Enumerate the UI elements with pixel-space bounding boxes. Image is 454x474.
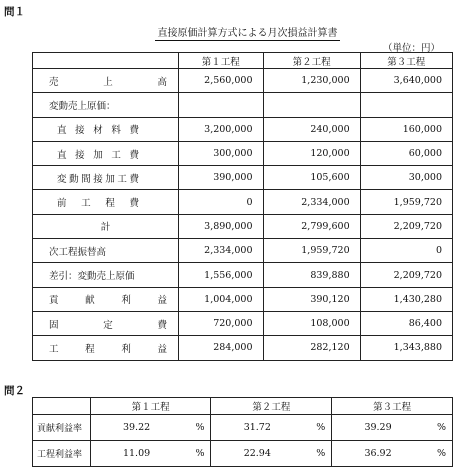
income-statement-table bbox=[32, 52, 453, 361]
process-1-value: 3,890,000 bbox=[179, 214, 263, 238]
row-label-text bbox=[49, 292, 167, 306]
row-label bbox=[33, 263, 179, 287]
process-3-ratio: 39.29 bbox=[332, 415, 404, 441]
row-label-text bbox=[49, 317, 167, 331]
row-label-text bbox=[57, 147, 139, 161]
label-char: 材 bbox=[93, 125, 103, 137]
label-char: 高 bbox=[157, 76, 167, 88]
process-1-value: 2,334,000 bbox=[179, 239, 263, 263]
row-label bbox=[33, 141, 179, 165]
process-3-value bbox=[360, 93, 452, 117]
process-2-value: 2,334,000 bbox=[263, 190, 360, 214]
row-label bbox=[33, 214, 179, 238]
row-label-text bbox=[49, 341, 167, 355]
process-1-value: 2,560,000 bbox=[179, 69, 263, 93]
table-row bbox=[33, 214, 453, 238]
row-label bbox=[33, 190, 179, 214]
header-process-3: 第３工程 bbox=[360, 53, 452, 69]
table-row bbox=[33, 441, 453, 467]
row-label bbox=[33, 287, 179, 311]
process-3-value: 0 bbox=[360, 239, 452, 263]
process-2-value: 105,600 bbox=[263, 166, 360, 190]
table-row bbox=[33, 415, 453, 441]
row-label-text: 計 bbox=[100, 222, 111, 234]
table-row bbox=[33, 141, 453, 165]
row-label bbox=[33, 93, 179, 117]
label-char: 接 bbox=[93, 173, 103, 185]
ratio-label: 貢献利益率 bbox=[33, 415, 91, 441]
process-1-value: 1,004,000 bbox=[179, 287, 263, 311]
process-1-value bbox=[179, 93, 263, 117]
statement-title: 直接原価計算方式による月次損益計算書 bbox=[155, 24, 340, 41]
row-label bbox=[33, 336, 179, 360]
percent-sign: % bbox=[404, 441, 453, 467]
label-char: 利 bbox=[121, 295, 131, 307]
question-1-label: 問１ bbox=[4, 6, 25, 18]
row-label bbox=[33, 69, 179, 93]
table-header-row bbox=[33, 398, 453, 415]
process-1-ratio: 39.22 bbox=[90, 415, 162, 441]
process-2-value: 120,000 bbox=[263, 141, 360, 165]
process-2-value: 240,000 bbox=[263, 117, 360, 141]
process-3-value: 160,000 bbox=[360, 117, 452, 141]
label-char: 固 bbox=[49, 319, 59, 331]
label-char: 上 bbox=[103, 76, 113, 88]
process-1-value: 390,000 bbox=[179, 166, 263, 190]
process-1-value: 0 bbox=[179, 190, 263, 214]
process-3-ratio: 36.92 bbox=[332, 441, 404, 467]
process-1-value: 1,556,000 bbox=[179, 263, 263, 287]
process-2-value: 1,959,720 bbox=[263, 239, 360, 263]
process-2-value: 282,120 bbox=[263, 336, 360, 360]
header-blank bbox=[33, 398, 91, 415]
row-label bbox=[33, 239, 179, 263]
table-row bbox=[33, 263, 453, 287]
header-process-3: 第３工程 bbox=[332, 398, 453, 415]
label-char: 益 bbox=[157, 343, 167, 355]
row-label-text: 変動売上原価： bbox=[49, 100, 116, 112]
process-3-value: 2,209,720 bbox=[360, 214, 452, 238]
label-char: 程 bbox=[85, 343, 95, 355]
process-3-value: 1,343,880 bbox=[360, 336, 452, 360]
process-1-value: 300,000 bbox=[179, 141, 263, 165]
label-char: 費 bbox=[129, 149, 139, 161]
process-1-value: 3,200,000 bbox=[179, 117, 263, 141]
process-3-value: 2,209,720 bbox=[360, 263, 452, 287]
table-row bbox=[33, 336, 453, 360]
header-process-2: 第２工程 bbox=[211, 398, 332, 415]
process-3-value: 1,959,720 bbox=[360, 190, 452, 214]
row-label bbox=[33, 117, 179, 141]
label-char: 前 bbox=[57, 198, 67, 210]
label-char: 工 bbox=[117, 173, 127, 185]
table-row bbox=[33, 239, 453, 263]
label-char: 貢 bbox=[49, 295, 59, 307]
table-row bbox=[33, 311, 453, 335]
percent-sign: % bbox=[162, 441, 211, 467]
row-label bbox=[33, 166, 179, 190]
process-2-value: 2,799,600 bbox=[263, 214, 360, 238]
process-2-value: 1,230,000 bbox=[263, 69, 360, 93]
label-char: 費 bbox=[129, 198, 139, 210]
label-char: 直 bbox=[57, 149, 67, 161]
label-char: 料 bbox=[111, 125, 121, 137]
table-row bbox=[33, 117, 453, 141]
profit-ratio-table bbox=[32, 397, 453, 467]
percent-sign: % bbox=[162, 415, 211, 441]
table-row bbox=[33, 166, 453, 190]
label-char: 売 bbox=[49, 76, 59, 88]
label-char: 動 bbox=[69, 173, 79, 185]
process-2-value: 839,880 bbox=[263, 263, 360, 287]
table-row bbox=[33, 93, 453, 117]
process-3-value: 86,400 bbox=[360, 311, 452, 335]
percent-sign: % bbox=[404, 415, 453, 441]
table-row bbox=[33, 190, 453, 214]
process-2-ratio: 22.94 bbox=[211, 441, 283, 467]
unit-note: （単位：円） bbox=[382, 43, 440, 54]
label-char: 接 bbox=[75, 149, 85, 161]
label-char: 工 bbox=[81, 198, 91, 210]
process-3-value: 1,430,280 bbox=[360, 287, 452, 311]
row-label bbox=[33, 311, 179, 335]
header-process-2: 第２工程 bbox=[263, 53, 360, 69]
table-header-row bbox=[33, 53, 453, 69]
label-char: 費 bbox=[129, 125, 139, 137]
label-char: 利 bbox=[121, 343, 131, 355]
row-label-text bbox=[57, 171, 139, 185]
label-char: 工 bbox=[49, 343, 59, 355]
percent-sign: % bbox=[283, 415, 332, 441]
label-char: 献 bbox=[85, 295, 95, 307]
label-char: 工 bbox=[111, 149, 121, 161]
process-2-value: 390,120 bbox=[263, 287, 360, 311]
label-char: 接 bbox=[75, 125, 85, 137]
process-1-value: 720,000 bbox=[179, 311, 263, 335]
label-char: 直 bbox=[57, 125, 67, 137]
process-2-value: 108,000 bbox=[263, 311, 360, 335]
process-3-value: 60,000 bbox=[360, 141, 452, 165]
row-label-text bbox=[57, 195, 139, 209]
ratio-label: 工程利益率 bbox=[33, 441, 91, 467]
process-2-value bbox=[263, 93, 360, 117]
row-label-text: 差引：変動売上原価 bbox=[49, 271, 135, 283]
label-char: 程 bbox=[105, 198, 115, 210]
process-2-ratio: 31.72 bbox=[211, 415, 283, 441]
label-char: 変 bbox=[57, 173, 67, 185]
row-label-text: 次工程振替高 bbox=[49, 246, 107, 258]
label-char: 益 bbox=[157, 295, 167, 307]
label-char: 費 bbox=[157, 319, 167, 331]
percent-sign: % bbox=[283, 441, 332, 467]
process-3-value: 30,000 bbox=[360, 166, 452, 190]
label-char: 費 bbox=[129, 173, 139, 185]
question-2-label: 問２ bbox=[4, 385, 25, 397]
header-process-1: 第１工程 bbox=[90, 398, 211, 415]
process-1-value: 284,000 bbox=[179, 336, 263, 360]
label-char: 間 bbox=[81, 173, 91, 185]
process-1-ratio: 11.09 bbox=[90, 441, 162, 467]
header-blank bbox=[33, 53, 179, 69]
process-3-value: 3,640,000 bbox=[360, 69, 452, 93]
row-label-text bbox=[49, 74, 167, 88]
label-char: 加 bbox=[93, 149, 103, 161]
table-row bbox=[33, 287, 453, 311]
label-char: 定 bbox=[103, 319, 113, 331]
header-process-1: 第１工程 bbox=[179, 53, 263, 69]
row-label-text bbox=[57, 122, 139, 136]
table-row bbox=[33, 69, 453, 93]
label-char: 加 bbox=[105, 173, 115, 185]
